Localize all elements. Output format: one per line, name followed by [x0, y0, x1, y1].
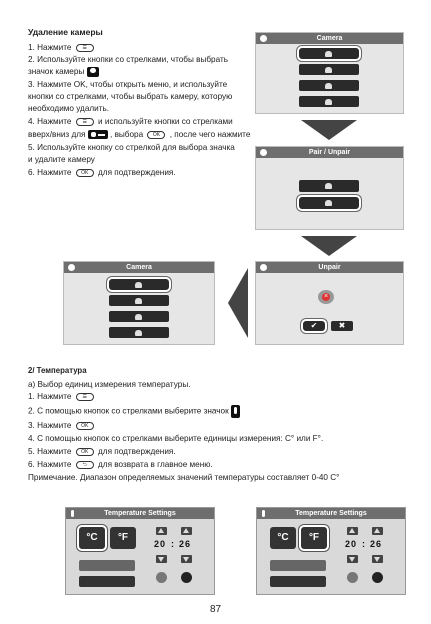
screen-title: Camera	[126, 264, 152, 271]
arrow-down-icon	[301, 236, 357, 256]
camera-icon	[325, 83, 332, 89]
ok-button-icon: OK	[76, 448, 94, 456]
instruction-text: 6. Нажмите	[28, 168, 72, 177]
camera-screen	[63, 261, 215, 345]
instruction-text: 5. Нажмите	[28, 447, 72, 456]
instruction-line: 4. С помощью кнопок со стрелками выберите единицы измерения: C° или F°.	[28, 434, 324, 443]
instruction-line	[28, 405, 240, 418]
screen-title: Camera	[316, 35, 343, 42]
camera-slot-1-button[interactable]	[109, 279, 169, 290]
screen-title: Unpair	[318, 264, 341, 271]
camera-icon	[325, 51, 332, 57]
low-temperature-value: 20	[154, 539, 167, 549]
instruction-line	[28, 391, 96, 403]
fahrenheit-button[interactable]: °F	[110, 527, 136, 549]
low-thermometer-icon	[347, 572, 358, 583]
low-up-arrow-button[interactable]	[347, 527, 358, 535]
pair-unpair-icon	[88, 130, 108, 139]
ok-button-icon: OK	[147, 131, 165, 139]
instruction-text: , после чего нажмите	[169, 130, 251, 139]
menu-button-icon: ☰	[76, 44, 94, 52]
alarm-setting-button[interactable]	[79, 576, 135, 587]
alarm-setting-button[interactable]	[270, 576, 326, 587]
unpair-button[interactable]	[299, 197, 359, 209]
instruction-text: 6. Нажмите	[28, 460, 72, 469]
page-number: 87	[209, 604, 222, 615]
instruction-text: 1. Нажмите	[28, 43, 72, 52]
separator: :	[171, 539, 175, 549]
instruction-line	[28, 66, 99, 78]
thermometer-icon	[231, 405, 240, 418]
separator: :	[362, 539, 366, 549]
section-heading-temperature: 2/ Температура	[28, 366, 87, 375]
menu-button-icon: ☰	[76, 393, 94, 401]
instruction-text: 3. Нажмите	[28, 421, 72, 430]
instruction-line	[28, 459, 213, 471]
camera-icon	[135, 298, 142, 304]
camera-icon	[135, 282, 142, 288]
instruction-line	[28, 446, 176, 458]
instruction-line	[28, 167, 176, 179]
camera-slot-3-button[interactable]	[109, 311, 169, 322]
menu-button-icon: ☰	[76, 118, 94, 126]
low-temperature-value: 20	[345, 539, 358, 549]
fahrenheit-button[interactable]: °F	[301, 527, 327, 549]
instruction-note: Примечание. Диапазон определяемых значений температуры составляет 0-40 C°	[28, 473, 340, 482]
high-up-arrow-button[interactable]	[181, 527, 192, 535]
high-thermometer-icon	[372, 572, 383, 583]
instruction-text: значок камеры	[28, 67, 85, 76]
pair-unpair-screen	[255, 146, 404, 230]
instruction-text: 1. Нажмите	[28, 392, 72, 401]
instruction-text: , выбора	[110, 130, 144, 139]
instruction-line: кнопки со стрелками, чтобы выбрать камеру, которую	[28, 92, 233, 101]
instruction-line	[28, 42, 96, 54]
camera-icon	[135, 314, 142, 320]
screen-title: Temperature Settings	[104, 510, 176, 517]
camera-icon	[87, 67, 99, 77]
pair-button[interactable]	[299, 180, 359, 192]
camera-icon	[325, 67, 332, 73]
high-down-arrow-button[interactable]	[181, 555, 192, 563]
low-down-arrow-button[interactable]	[156, 555, 167, 563]
thermometer-setting-button[interactable]	[270, 560, 326, 571]
camera-screen	[255, 32, 404, 114]
high-up-arrow-button[interactable]	[372, 527, 383, 535]
high-temperature-value: 26	[370, 539, 383, 549]
camera-slot-4-button[interactable]	[299, 96, 359, 107]
screen-title: Temperature Settings	[295, 510, 367, 517]
camera-slot-4-button[interactable]	[109, 327, 169, 338]
instruction-text: и используйте кнопки со стрелками	[98, 117, 233, 126]
camera-slot-1-button[interactable]	[299, 48, 359, 59]
instruction-line: 5. Используйте кнопку со стрелкой для выбора значка	[28, 143, 235, 152]
cancel-button[interactable]: ✖	[331, 321, 353, 331]
instruction-text: для подтверждения.	[98, 168, 176, 177]
instruction-line	[28, 129, 250, 141]
camera-icon	[325, 183, 332, 189]
arrow-down-icon	[301, 120, 357, 140]
temperature-settings-screen	[256, 507, 406, 595]
celsius-button[interactable]: °C	[270, 527, 296, 549]
high-temperature-value: 26	[179, 539, 192, 549]
low-up-arrow-button[interactable]	[156, 527, 167, 535]
camera-icon	[135, 330, 142, 336]
instruction-line: 3. Нажмите OK, чтобы открыть меню, и используйте	[28, 80, 228, 89]
instruction-line: и удалите камеру	[28, 155, 95, 164]
instruction-line: 2. Используйте кнопки со стрелками, чтобы выбрать	[28, 55, 228, 64]
ok-button-icon: OK	[76, 169, 94, 177]
instruction-line: а) Выбор единиц измерения температуры.	[28, 380, 191, 389]
arrow-left-icon	[228, 268, 248, 338]
high-thermometer-icon	[181, 572, 192, 583]
screen-title: Pair / Unpair	[308, 149, 351, 156]
section-heading-delete-camera: Удаление камеры	[28, 27, 103, 37]
camera-icon	[325, 99, 332, 105]
instruction-line	[28, 116, 233, 128]
instruction-text: 4. Нажмите	[28, 117, 72, 126]
ok-button-icon: OK	[76, 422, 94, 430]
camera-slot-3-button[interactable]	[299, 80, 359, 91]
instruction-text: для возврата в главное меню.	[98, 460, 213, 469]
camera-remove-icon: ×	[318, 290, 334, 304]
low-thermometer-icon	[156, 572, 167, 583]
high-down-arrow-button[interactable]	[372, 555, 383, 563]
instruction-text: для подтверждения.	[98, 447, 176, 456]
instruction-text: вверх/вниз для	[28, 130, 86, 139]
thermometer-setting-button[interactable]	[79, 560, 135, 571]
back-button-icon: ⮌	[76, 461, 94, 469]
instruction-line: необходимо удалить.	[28, 104, 110, 113]
instruction-text: 2. С помощью кнопок со стрелками выберите значок	[28, 406, 229, 416]
confirm-button[interactable]: ✔	[303, 321, 325, 331]
camera-slot-2-button[interactable]	[109, 295, 169, 306]
low-down-arrow-button[interactable]	[347, 555, 358, 563]
camera-slot-2-button[interactable]	[299, 64, 359, 75]
camera-icon	[325, 200, 332, 206]
instruction-line	[28, 420, 96, 432]
celsius-button[interactable]: °C	[79, 527, 105, 549]
unpair-screen	[255, 261, 404, 345]
temperature-settings-screen	[65, 507, 215, 595]
